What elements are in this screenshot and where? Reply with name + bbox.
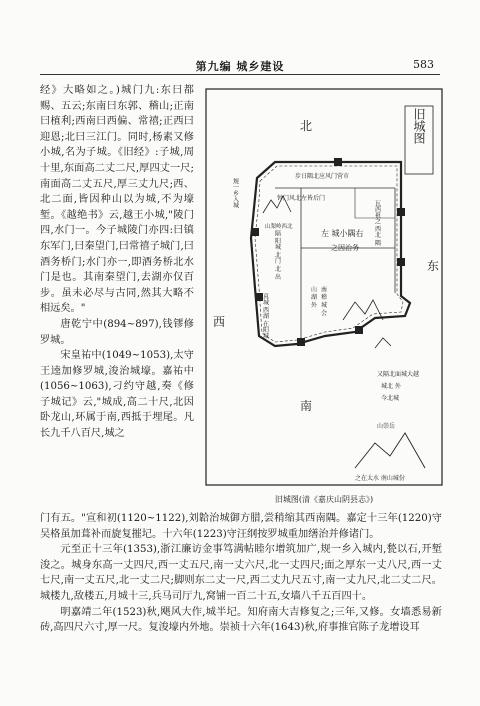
label-mid-left: 隔 阳城 北门 北 出	[273, 230, 281, 280]
compass-south: 南	[300, 399, 313, 413]
hills	[263, 196, 391, 348]
label-ward1: 左 城小隅右	[321, 229, 364, 238]
header-rule	[40, 74, 440, 75]
figure-caption: 旧城图(清《嘉庆山阴县志》)	[274, 495, 374, 504]
map-title: 旧城图	[412, 108, 426, 144]
label-hill1: 山崇岳	[377, 423, 396, 430]
left-column-text	[40, 83, 194, 442]
label-lower-left: 真城 西湖 在阳城	[261, 293, 269, 339]
label-lower-mid2: 南 稽 城 会	[319, 286, 327, 316]
label-lower-mid: 山 湖 外	[309, 286, 317, 308]
south-hill	[355, 433, 425, 468]
label-inner-gate: 钟门风北左皆后门	[277, 195, 326, 202]
compass-east: 东	[427, 259, 440, 273]
paragraph: 唐乾宁中(894~897),钱镠修罗城。	[40, 318, 194, 346]
label-ward2: 之因治务	[331, 244, 359, 252]
paragraph: 明嘉靖二年(1523)秋,飓风大作,城半圮。知府南大吉修复之;三年,又修。女墙悉易新砖,高四尺六寸,厚一尺。复浚壕内外地。崇祯十六年(1643)秋,府事推官陈子龙增设耳	[40, 606, 442, 634]
paragraph: 宋皇祐中(1049~1053),太守王逵加修罗城,浚治城壕。嘉祐中(1056~1063),刁约守越,奏《修子城记》云,"城成,高二十尺,北因卧龙山,环属于南,西抵于埋尾。凡长九千八百尺,城之	[40, 350, 194, 440]
full-width-text	[40, 511, 442, 636]
label-left-strip: 规一乡入城	[231, 178, 239, 208]
label-top-gate: 步日隅北应风门营市	[295, 173, 350, 180]
chapter-title: 第九编 城乡建设	[195, 60, 285, 73]
label-inset3: 今北城	[381, 395, 400, 402]
old-city-map	[205, 88, 443, 486]
label-inset1: 又隔北面城大越	[377, 371, 420, 378]
label-right-mid: 瓦西祖之 西北 隅	[373, 200, 381, 246]
label-bottom-note: 之在太水 南山城份	[355, 475, 405, 482]
paragraph: 经》大略如之。)城门九:东曰都赐、五云;东南曰东郭、稽山;正南曰植利;西南曰西偏、常禧;正西曰迎恩;北曰三江门。同时,杨素又修小城,名为子城。《旧经》:子城,周十里,东面高二丈二尺,厚四丈一尺;南面高二丈五尺,厚三丈九尺;西、北二面,皆因种山以为城,不为壕堑。《越绝书》云,越王小城,"陵门四,水门一。今子城陵门亦四:曰镇东军门,曰秦望门,曰常禧子城门,曰酒务桥门;水门亦一,即酒务桥北水门是也。其南秦望门,去湖亦仅百步。虽未必尽与古同,然其大略不相远矣。"	[40, 85, 194, 315]
page-header	[0, 56, 480, 76]
compass-west: 西	[213, 315, 226, 329]
compass-north: 北	[300, 119, 313, 133]
paragraph: 门有五。"宣和初(1120~1122),刘韐治城御方腊,尝稍缩其西南隅。嘉定十三年(1220)守吴格虽加葺补而旋复摧圮。十六年(1223)守汪纲按罗城重加缮治并修诸门。	[40, 513, 442, 540]
page-number: 583	[413, 58, 434, 71]
label-inset2: 城北 外	[381, 383, 401, 390]
label-left-hills: 山梨岭西北	[265, 224, 293, 230]
paragraph: 元至正十三年(1353),浙江廉访金事笃满帖睦尔增筑加广,规一乡入城内,甃以石,开堑浚之。城身东高一丈四尺,西一丈五尺,南一丈六尺,北一丈四尺;面之厚东一丈八尺,西一丈七尺,南一丈五尺,北一丈二尺;脚则东二丈一尺,西二丈九尺五寸,南一丈九尺,北二丈二尺。城楼九,敌楼五,月城十三,兵马司厅九,窝铺一百二十五,女墙八千五百四十。	[40, 544, 442, 602]
